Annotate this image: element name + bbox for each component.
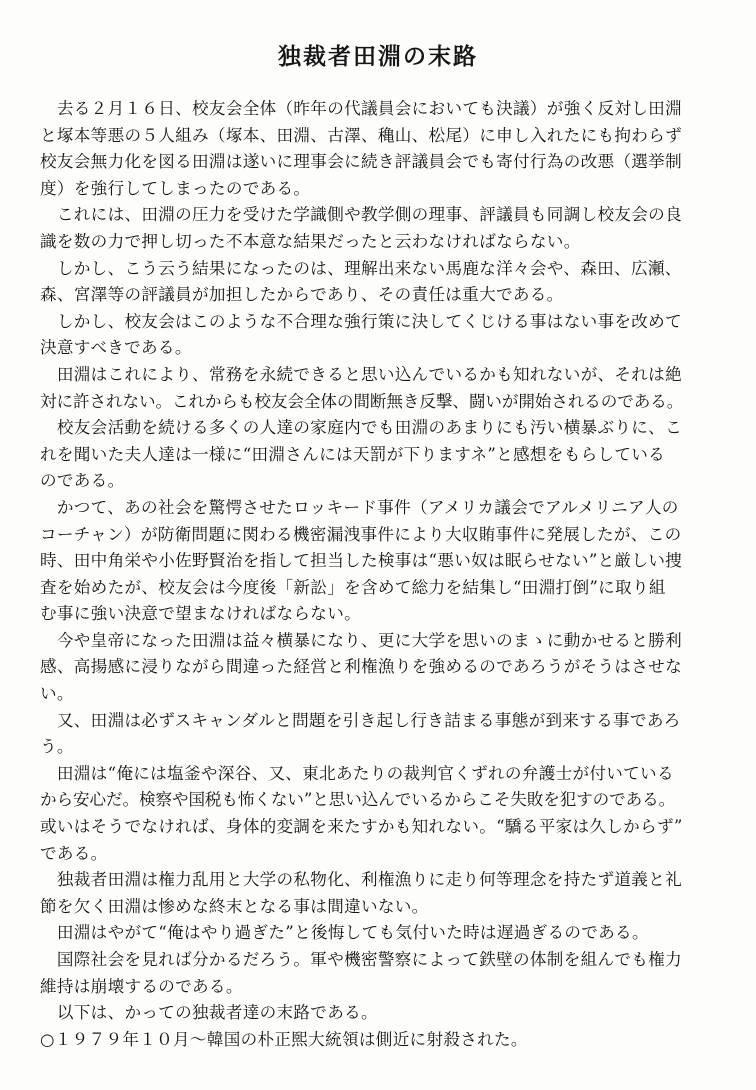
body-line: しかし、校友会はこのような不合理な強行策に決してくじける事はない事を改めて xyxy=(40,311,682,331)
body-line: 森、宮澤等の評議員が加担したからであり、その責任は重大である。 xyxy=(40,285,564,305)
body-line: れを聞いた夫人達は一様に“田淵さんには天罰が下りますネ”と感想をもらしている xyxy=(40,444,666,464)
body-line: コーチャン）が防衛問題に関わる機密漏洩事件により大収賄事件に発展したが、この xyxy=(40,524,682,544)
body-line: 決意すべきである。 xyxy=(40,338,192,358)
body-line: しかし、こう云う結果になったのは、理解出来ない馬鹿な洋々会や、森田、広瀬、 xyxy=(40,258,682,278)
body-line: 対に許されない。これからも校友会全体の間断無き反撃、闘いが開始されるのである。 xyxy=(40,391,684,411)
body-line: い。 xyxy=(40,684,74,704)
body-line: 識を数の力で押し切った不本意な結果だったと云わなければならない。 xyxy=(40,231,581,251)
body-line: 又、田淵は必ずスキャンダルと問題を引き起し行き詰まる事態が到来する事であろ xyxy=(40,710,681,730)
body-line: 或いはそうでなければ、身体的変調を来たすかも知れない。“驕る平家は久しからず” xyxy=(40,817,683,837)
body-line: 時、田中角栄や小佐野賢治を指して担当した検事は“悪い奴は眠らせない”と厳しい捜 xyxy=(40,551,683,571)
body-line: む事に強い決意で望まなければならない。 xyxy=(40,604,361,624)
body-line: う。 xyxy=(40,737,74,757)
body-line: 査を始めたが、校友会は今度後「新訟」を含めて総力を結集し“田淵打倒”に取り組 xyxy=(40,577,666,597)
body-line: かつて、あの社会を驚愕させたロッキード事件（アメリカ議会でアルメリニア人の xyxy=(40,497,679,517)
body-line: 維持は崩壊するのである。 xyxy=(40,976,243,996)
body-line: 節を欠く田淵は惨めな終末となる事は間違いない。 xyxy=(40,896,429,916)
body-line: 国際社会を見れば分かるだろう。軍や機密警察によって鉄壁の体制を組んでも権力 xyxy=(40,950,682,969)
body-line: のである。 xyxy=(40,471,125,491)
body-line: 去る２月１６日、校友会全体（昨年の代議員会においても決議）が強く反対し田淵 xyxy=(40,99,682,118)
body-line: 今や皇帝になった田淵は益々横暴になり、更に大学を思いのまゝに動かせると勝利 xyxy=(40,630,682,650)
document-title: 独裁者田淵の末路 xyxy=(278,43,478,70)
body-line: と塚本等悪の５人組み（塚本、田淵、古澤、穐山、松尾）に申し入れたにも拘わらず xyxy=(40,125,682,145)
body-line: 校友会無力化を図る田淵は遂いに理事会に続き評議員会でも寄付行為の改悪（選挙制 xyxy=(40,152,682,172)
body-line: これには、田淵の圧力を受けた学識側や教学側の理事、評議員も同調し校友会の良 xyxy=(40,205,682,225)
body-line: 感、高揚感に浸りながら間違った経営と利権漁りを強めるのであろうがそうはさせな xyxy=(40,657,682,677)
body-line: 独裁者田淵は権力乱用と大学の私物化、利権漁りに走り何等理念を持たず道義と礼 xyxy=(40,870,682,890)
body-line: 以下は、かっての独裁者達の末路である。 xyxy=(40,1003,378,1023)
body-line: 田淵はやがて“俺はやり過ぎた”と後悔しても気付いた時は遅過ぎるのである。 xyxy=(40,923,649,943)
body-line: 度）を強行してしまったのである。 xyxy=(40,178,311,198)
body-line: 校友会活動を続ける多くの人達の家庭内でも田淵のあまりにも汚い横暴ぶりに、こ xyxy=(40,418,682,438)
body-line: ○１９７９年１０月～韓国の朴正煕大統領は側近に射殺された。 xyxy=(40,1029,528,1049)
body-line: である。 xyxy=(40,843,108,863)
body-line: 田淵はこれにより、常務を永続できると思い込んでいるかも知れないが、それは絶 xyxy=(40,364,682,384)
body-line: から安心だ。検察や国税も怖くない”と思い込んでいるからこそ失敗を犯すのである。 xyxy=(40,790,676,810)
document-body xyxy=(40,96,720,1053)
body-line: 田淵は“俺には塩釜や深谷、又、東北あたりの裁判官くずれの弁護士が付いている xyxy=(40,763,674,783)
